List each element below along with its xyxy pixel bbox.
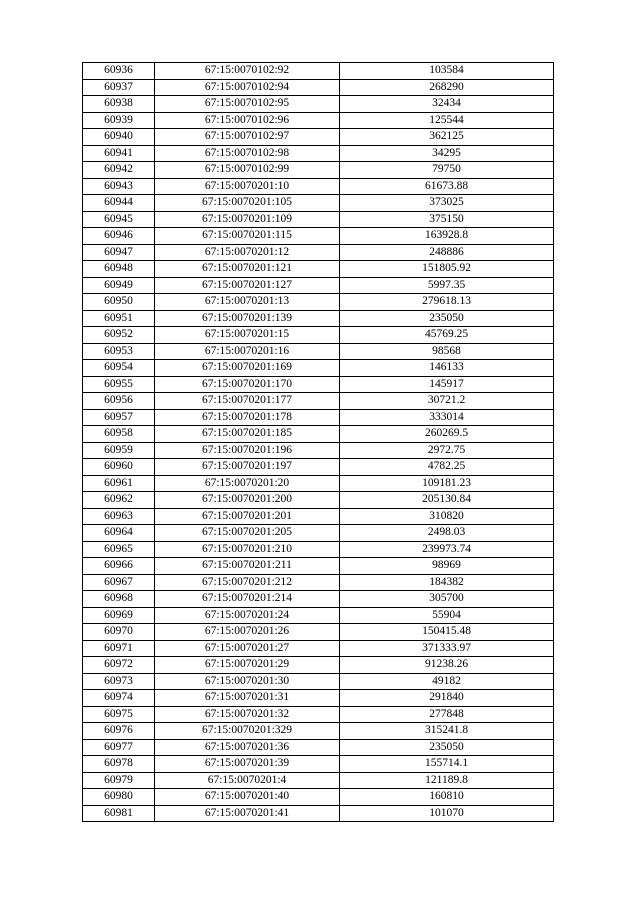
row-number-cell: 60954 <box>83 360 155 377</box>
table-row <box>83 789 554 806</box>
row-number-cell: 60943 <box>83 178 155 195</box>
cadastral-value-cell: 121189.8 <box>340 772 554 789</box>
table-row <box>83 327 554 344</box>
row-number-cell: 60953 <box>83 343 155 360</box>
cadastral-value-cell: 235050 <box>340 739 554 756</box>
cadastral-number-cell: 67:15:0070201:127 <box>155 277 340 294</box>
table-row <box>83 706 554 723</box>
cadastral-value-cell: 333014 <box>340 409 554 426</box>
cadastral-number-cell: 67:15:0070201:214 <box>155 591 340 608</box>
cadastral-value-cell: 305700 <box>340 591 554 608</box>
row-number-cell: 60941 <box>83 145 155 162</box>
cadastral-value-cell: 145917 <box>340 376 554 393</box>
table-row <box>83 393 554 410</box>
table-row <box>83 657 554 674</box>
cadastral-value-cell: 235050 <box>340 310 554 327</box>
table-row <box>83 294 554 311</box>
row-number-cell: 60965 <box>83 541 155 558</box>
row-number-cell: 60967 <box>83 574 155 591</box>
cadastral-value-cell: 277848 <box>340 706 554 723</box>
row-number-cell: 60964 <box>83 525 155 542</box>
table-row <box>83 360 554 377</box>
row-number-cell: 60981 <box>83 805 155 822</box>
row-number-cell: 60975 <box>83 706 155 723</box>
table-row <box>83 228 554 245</box>
table-row <box>83 178 554 195</box>
row-number-cell: 60940 <box>83 129 155 146</box>
table-row <box>83 409 554 426</box>
row-number-cell: 60961 <box>83 475 155 492</box>
cadastral-number-cell: 67:15:0070102:92 <box>155 63 340 80</box>
table-row <box>83 508 554 525</box>
cadastral-number-cell: 67:15:0070201:200 <box>155 492 340 509</box>
table-row <box>83 558 554 575</box>
cadastral-number-cell: 67:15:0070201:32 <box>155 706 340 723</box>
cadastral-value-cell: 98568 <box>340 343 554 360</box>
row-number-cell: 60962 <box>83 492 155 509</box>
table-row <box>83 525 554 542</box>
cadastral-number-cell: 67:15:0070102:98 <box>155 145 340 162</box>
row-number-cell: 60948 <box>83 261 155 278</box>
cadastral-number-cell: 67:15:0070201:205 <box>155 525 340 542</box>
cadastral-number-cell: 67:15:0070201:39 <box>155 756 340 773</box>
table-row <box>83 211 554 228</box>
table-row <box>83 261 554 278</box>
row-number-cell: 60960 <box>83 459 155 476</box>
cadastral-number-cell: 67:15:0070201:178 <box>155 409 340 426</box>
cadastral-number-cell: 67:15:0070201:15 <box>155 327 340 344</box>
cadastral-number-cell: 67:15:0070201:4 <box>155 772 340 789</box>
cadastral-value-cell: 150415.48 <box>340 624 554 641</box>
row-number-cell: 60947 <box>83 244 155 261</box>
cadastral-number-cell: 67:15:0070201:105 <box>155 195 340 212</box>
cadastral-value-cell: 260269.5 <box>340 426 554 443</box>
row-number-cell: 60939 <box>83 112 155 129</box>
table-row <box>83 112 554 129</box>
cadastral-value-cell: 373025 <box>340 195 554 212</box>
table-row <box>83 475 554 492</box>
row-number-cell: 60945 <box>83 211 155 228</box>
row-number-cell: 60968 <box>83 591 155 608</box>
cadastral-value-cell: 32434 <box>340 96 554 113</box>
table-row <box>83 739 554 756</box>
table-row <box>83 640 554 657</box>
table-row <box>83 376 554 393</box>
cadastral-number-cell: 67:15:0070201:211 <box>155 558 340 575</box>
cadastral-value-cell: 61673.88 <box>340 178 554 195</box>
row-number-cell: 60963 <box>83 508 155 525</box>
row-number-cell: 60952 <box>83 327 155 344</box>
row-number-cell: 60958 <box>83 426 155 443</box>
row-number-cell: 60950 <box>83 294 155 311</box>
cadastral-value-cell: 30721.2 <box>340 393 554 410</box>
cadastral-number-cell: 67:15:0070201:121 <box>155 261 340 278</box>
table-row <box>83 492 554 509</box>
row-number-cell: 60938 <box>83 96 155 113</box>
row-number-cell: 60977 <box>83 739 155 756</box>
cadastral-number-cell: 67:15:0070201:177 <box>155 393 340 410</box>
row-number-cell: 60980 <box>83 789 155 806</box>
cadastral-number-cell: 67:15:0070201:16 <box>155 343 340 360</box>
cadastral-value-cell: 4782.25 <box>340 459 554 476</box>
cadastral-number-cell: 67:15:0070102:94 <box>155 79 340 96</box>
cadastral-value-cell: 268290 <box>340 79 554 96</box>
table-row <box>83 310 554 327</box>
row-number-cell: 60951 <box>83 310 155 327</box>
row-number-cell: 60966 <box>83 558 155 575</box>
table-row <box>83 195 554 212</box>
cadastral-value-cell: 55904 <box>340 607 554 624</box>
table-row <box>83 426 554 443</box>
cadastral-value-cell: 98969 <box>340 558 554 575</box>
cadastral-number-cell: 67:15:0070201:13 <box>155 294 340 311</box>
table-row <box>83 805 554 822</box>
table-row <box>83 690 554 707</box>
row-number-cell: 60936 <box>83 63 155 80</box>
row-number-cell: 60937 <box>83 79 155 96</box>
cadastral-number-cell: 67:15:0070102:97 <box>155 129 340 146</box>
row-number-cell: 60955 <box>83 376 155 393</box>
row-number-cell: 60957 <box>83 409 155 426</box>
cadastral-number-cell: 67:15:0070102:99 <box>155 162 340 179</box>
cadastral-value-table <box>82 62 554 822</box>
cadastral-number-cell: 67:15:0070201:109 <box>155 211 340 228</box>
cadastral-number-cell: 67:15:0070201:12 <box>155 244 340 261</box>
row-number-cell: 60971 <box>83 640 155 657</box>
cadastral-value-cell: 49182 <box>340 673 554 690</box>
table-row <box>83 162 554 179</box>
row-number-cell: 60974 <box>83 690 155 707</box>
row-number-cell: 60972 <box>83 657 155 674</box>
cadastral-number-cell: 67:15:0070201:36 <box>155 739 340 756</box>
cadastral-number-cell: 67:15:0070201:196 <box>155 442 340 459</box>
cadastral-number-cell: 67:15:0070201:30 <box>155 673 340 690</box>
cadastral-number-cell: 67:15:0070201:185 <box>155 426 340 443</box>
cadastral-value-cell: 79750 <box>340 162 554 179</box>
table-row <box>83 574 554 591</box>
cadastral-value-cell: 45769.25 <box>340 327 554 344</box>
table-body <box>83 63 554 822</box>
row-number-cell: 60949 <box>83 277 155 294</box>
table-row <box>83 129 554 146</box>
cadastral-value-cell: 109181.23 <box>340 475 554 492</box>
cadastral-value-cell: 310820 <box>340 508 554 525</box>
row-number-cell: 60979 <box>83 772 155 789</box>
cadastral-number-cell: 67:15:0070201:329 <box>155 723 340 740</box>
table-row <box>83 591 554 608</box>
table-row <box>83 541 554 558</box>
cadastral-value-cell: 375150 <box>340 211 554 228</box>
cadastral-value-cell: 315241.8 <box>340 723 554 740</box>
table-row <box>83 244 554 261</box>
cadastral-number-cell: 67:15:0070201:210 <box>155 541 340 558</box>
table-row <box>83 673 554 690</box>
table-row <box>83 343 554 360</box>
table-row <box>83 459 554 476</box>
cadastral-number-cell: 67:15:0070201:27 <box>155 640 340 657</box>
table-row <box>83 772 554 789</box>
row-number-cell: 60956 <box>83 393 155 410</box>
cadastral-value-cell: 155714.1 <box>340 756 554 773</box>
cadastral-number-cell: 67:15:0070102:95 <box>155 96 340 113</box>
cadastral-number-cell: 67:15:0070201:170 <box>155 376 340 393</box>
cadastral-value-cell: 146133 <box>340 360 554 377</box>
cadastral-value-cell: 279618.13 <box>340 294 554 311</box>
table-row <box>83 442 554 459</box>
cadastral-number-cell: 67:15:0070201:10 <box>155 178 340 195</box>
row-number-cell: 60959 <box>83 442 155 459</box>
cadastral-value-cell: 371333.97 <box>340 640 554 657</box>
cadastral-number-cell: 67:15:0070201:20 <box>155 475 340 492</box>
cadastral-value-cell: 205130.84 <box>340 492 554 509</box>
cadastral-value-cell: 125544 <box>340 112 554 129</box>
table-row <box>83 756 554 773</box>
cadastral-value-cell: 160810 <box>340 789 554 806</box>
table-row <box>83 145 554 162</box>
cadastral-number-cell: 67:15:0070201:41 <box>155 805 340 822</box>
cadastral-value-cell: 34295 <box>340 145 554 162</box>
cadastral-number-cell: 67:15:0070201:24 <box>155 607 340 624</box>
cadastral-value-cell: 248886 <box>340 244 554 261</box>
table-row <box>83 79 554 96</box>
table-row <box>83 723 554 740</box>
cadastral-number-cell: 67:15:0070201:169 <box>155 360 340 377</box>
cadastral-value-cell: 151805.92 <box>340 261 554 278</box>
row-number-cell: 60978 <box>83 756 155 773</box>
row-number-cell: 60944 <box>83 195 155 212</box>
cadastral-number-cell: 67:15:0070201:26 <box>155 624 340 641</box>
cadastral-number-cell: 67:15:0070201:115 <box>155 228 340 245</box>
row-number-cell: 60969 <box>83 607 155 624</box>
cadastral-number-cell: 67:15:0070201:139 <box>155 310 340 327</box>
row-number-cell: 60942 <box>83 162 155 179</box>
cadastral-value-cell: 163928.8 <box>340 228 554 245</box>
table-row <box>83 607 554 624</box>
table-row <box>83 277 554 294</box>
table-row <box>83 96 554 113</box>
cadastral-number-cell: 67:15:0070201:212 <box>155 574 340 591</box>
cadastral-number-cell: 67:15:0070201:31 <box>155 690 340 707</box>
cadastral-value-cell: 103584 <box>340 63 554 80</box>
row-number-cell: 60970 <box>83 624 155 641</box>
row-number-cell: 60946 <box>83 228 155 245</box>
cadastral-number-cell: 67:15:0070201:29 <box>155 657 340 674</box>
table-row <box>83 624 554 641</box>
cadastral-value-cell: 91238.26 <box>340 657 554 674</box>
cadastral-value-cell: 184382 <box>340 574 554 591</box>
cadastral-number-cell: 67:15:0070201:197 <box>155 459 340 476</box>
cadastral-number-cell: 67:15:0070102:96 <box>155 112 340 129</box>
row-number-cell: 60973 <box>83 673 155 690</box>
cadastral-value-cell: 2972.75 <box>340 442 554 459</box>
table-row <box>83 63 554 80</box>
cadastral-value-cell: 5997.35 <box>340 277 554 294</box>
cadastral-number-cell: 67:15:0070201:201 <box>155 508 340 525</box>
cadastral-value-cell: 101070 <box>340 805 554 822</box>
cadastral-number-cell: 67:15:0070201:40 <box>155 789 340 806</box>
row-number-cell: 60976 <box>83 723 155 740</box>
cadastral-value-cell: 291840 <box>340 690 554 707</box>
cadastral-value-cell: 362125 <box>340 129 554 146</box>
cadastral-value-cell: 239973.74 <box>340 541 554 558</box>
cadastral-value-cell: 2498.03 <box>340 525 554 542</box>
